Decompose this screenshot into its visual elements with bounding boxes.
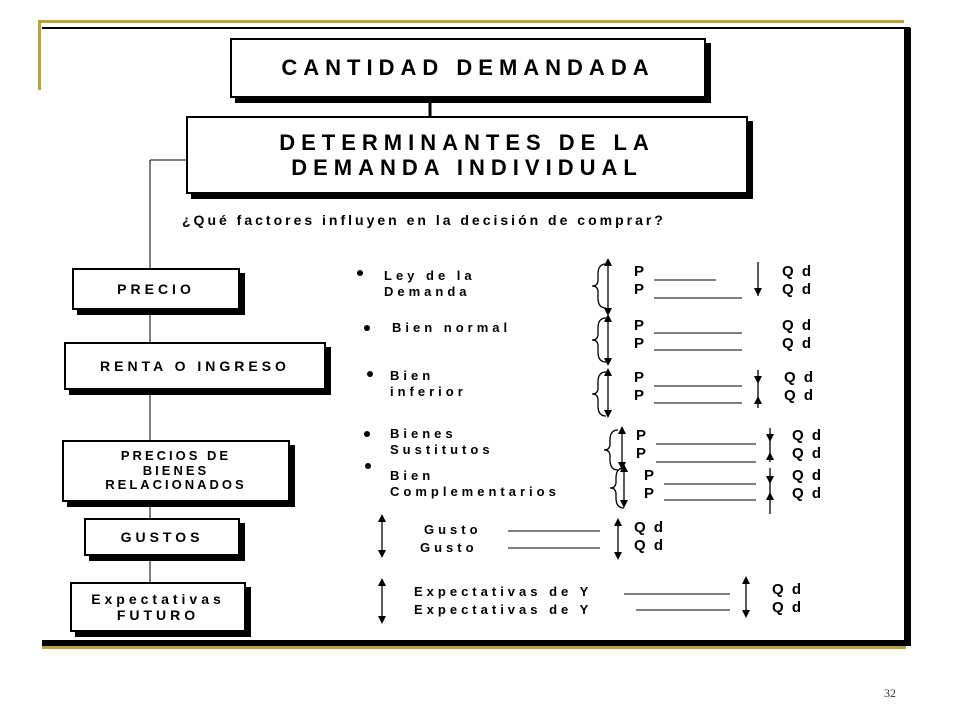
bien-complementarios-label: Bien Complementarios [390,468,560,499]
gusto-label: Gusto [424,522,482,537]
qd-label: Q d [782,281,813,298]
qd-label: Q d [782,317,813,334]
page-number: 32 [884,686,896,700]
qd-label: Q d [784,387,815,404]
gusto-label: Gusto [420,540,478,555]
bienes-sustitutos-label: Bienes Sustitutos [390,426,494,457]
factor-gustos: GUSTOS [84,518,240,556]
p-label: P [634,263,649,280]
qd-label: Q d [782,335,813,352]
p-label: P [634,281,649,298]
qd-label: Q d [772,581,803,598]
qd-label: Q d [792,467,823,484]
qd-label: Q d [784,369,815,386]
qd-label: Q d [634,519,665,536]
factor-renta-ingreso: RENTA O INGRESO [64,342,326,390]
p-label: P [634,387,649,404]
p-label: P [634,317,649,334]
p-label: P [636,445,651,462]
bien-inferior-label: Bien inferior [390,368,467,399]
question-text: ¿Qué factores influyen en la decisión de comprar? [182,212,666,228]
p-label: P [634,335,649,352]
factor-precios-bienes-relacionados: PRECIOS DE BIENES RELACIONADOS [62,440,290,502]
expectativas-y-label: Expectativas de Y [414,584,593,599]
p-label: P [634,369,649,386]
qd-label: Q d [782,263,813,280]
bien-normal-label: Bien normal [392,320,512,335]
qd-label: Q d [792,427,823,444]
p-label: P [644,467,659,484]
cantidad-demandada-box: CANTIDAD DEMANDADA [230,38,706,98]
expectativas-y-label: Expectativas de Y [414,602,593,617]
qd-label: Q d [634,537,665,554]
determinantes-box: DETERMINANTES DE LA DEMANDA INDIVIDUAL [186,116,748,194]
qd-label: Q d [792,445,823,462]
p-label: P [644,485,659,502]
factor-precio: PRECIO [72,268,240,310]
qd-label: Q d [792,485,823,502]
qd-label: Q d [772,599,803,616]
ley-de-la-demanda-label: Ley de la Demanda [384,268,476,299]
p-label: P [636,427,651,444]
factor-expectativas-futuro: Expectativas FUTURO [70,582,246,632]
